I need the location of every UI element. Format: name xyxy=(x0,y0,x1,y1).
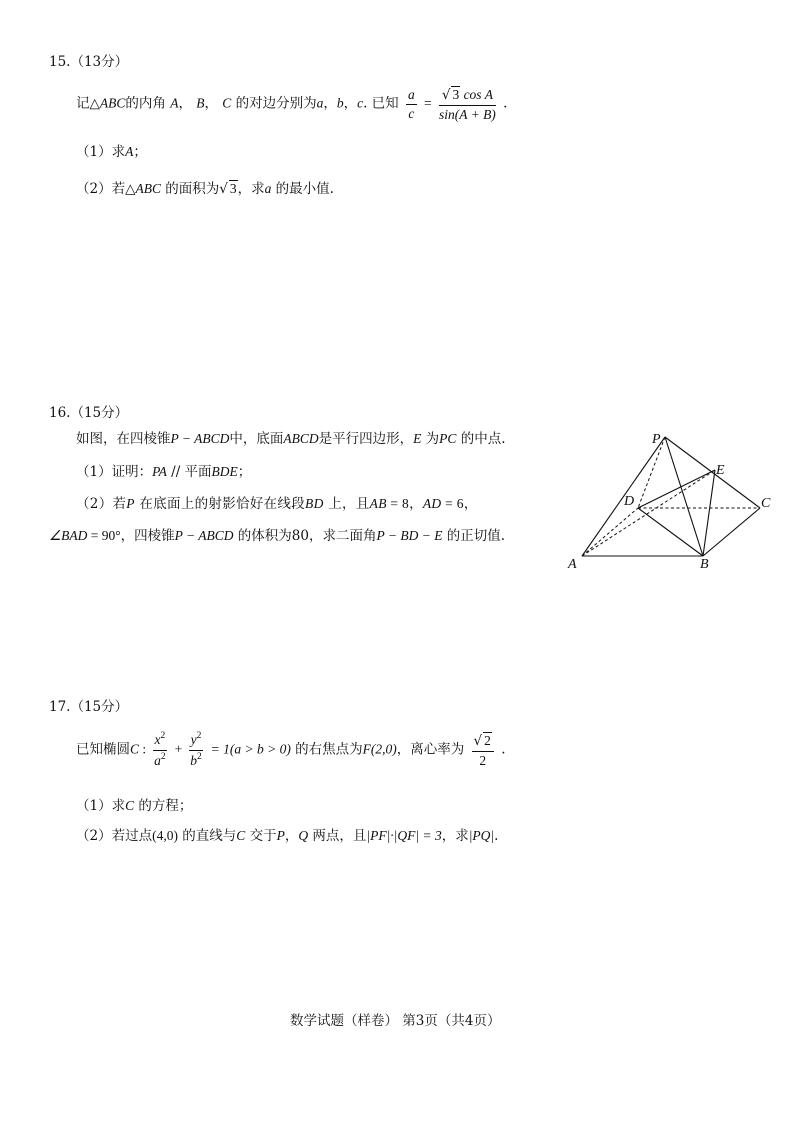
q15-fraction-a-over-c: $\frac{a}{c}$ xyxy=(407,87,415,121)
label-D: D xyxy=(624,494,635,509)
edge-PD-hidden xyxy=(638,437,665,508)
label-B: B xyxy=(700,557,709,572)
q15-header: 15.（13分） xyxy=(49,54,129,70)
q17-fraction-ecc: $\frac{√ 2}{2}$ xyxy=(472,732,494,768)
q17-fraction-y2-b2: $\frac{y^2}{b^2}$ xyxy=(190,731,202,768)
pyramid-figure xyxy=(560,425,780,575)
edge-DE xyxy=(638,470,715,508)
q15-stem: 记△ABC的内角 A， B， C 的对边分别为a，b，c. 已知 $\frac{a}{c}$ = $\frac{\text{√ 3 cos A}}{\sin(A + B)}$ . xyxy=(76,87,508,122)
q17-stem: 已知椭圆C : $\frac{x^2}{a^2}$ + $\frac{y^2}{b^2}$ = 1(a > b > 0) 的右焦点为F(2,0)，离心率为 $\frac{√ 2}{2}$ . xyxy=(76,731,506,768)
edge-DB xyxy=(638,508,703,556)
edge-PB xyxy=(665,437,703,556)
q17-part2: （2）若过点(4,0) 的直线与C 交于P，Q 两点，且|PF|·|QF| = 3，求|PQ|. xyxy=(76,828,499,844)
edge-AE-hidden xyxy=(582,470,715,556)
label-P: P xyxy=(652,432,661,447)
q15-part2: （2）若△ABC 的面积为√ 3，求a 的最小值. xyxy=(76,181,334,197)
q16-line1: 如图，在四棱锥P − ABCD中，底面ABCD是平行四边形，E 为PC 的中点. xyxy=(76,431,506,447)
q16-header: 16.（15分） xyxy=(49,405,129,421)
q16-part1: （1）证明：PA // 平面BDE； xyxy=(76,464,252,480)
edge-PC xyxy=(665,437,760,508)
q15-fraction-cos-over-sin: $\frac{\text{√ 3 cos A}}{\sin(A + B)}$ xyxy=(438,87,496,122)
q16-part2-cont: ∠BAD = 90°，四棱锥P − ABCD 的体积为80，求二面角P − BD − E 的正切值. xyxy=(49,528,506,544)
q17-fraction-x2-a2: $\frac{x^2}{a^2}$ xyxy=(154,731,166,768)
page-footer: 数学试题（样卷） 第3页（共4页） xyxy=(290,1013,501,1029)
q17-part1: （1）求C 的方程； xyxy=(76,798,193,814)
edge-BC xyxy=(703,508,760,556)
label-C: C xyxy=(761,496,771,511)
q17-header: 17.（15分） xyxy=(49,699,129,715)
q16-part2: （2）若P 在底面上的射影恰好在线段BD 上，且AB = 8，AD = 6， xyxy=(76,496,478,512)
label-E: E xyxy=(716,463,725,478)
q15-part1: （1）求A； xyxy=(76,144,147,160)
edge-BE xyxy=(703,470,715,556)
label-A: A xyxy=(568,557,577,572)
